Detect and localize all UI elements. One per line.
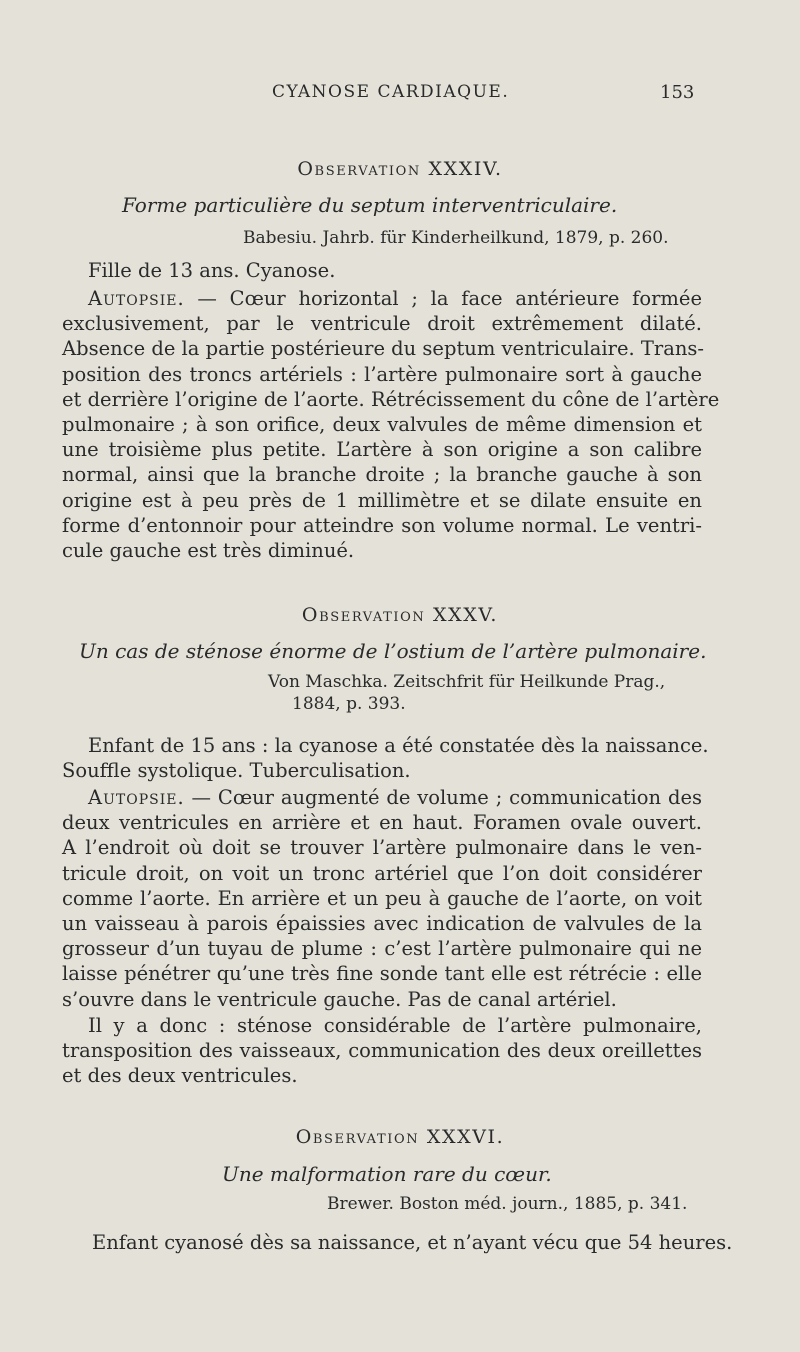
- text-line: deux ventricules en arrière et en haut. Foramen ovale ouvert.: [62, 811, 702, 835]
- text-line: origine est à peu près de 1 millimètre et se dilate ensuite en: [62, 488, 702, 512]
- text-line: normal, ainsi que la branche droite ; la branche gauche à son: [62, 463, 702, 487]
- running-head: [0, 82, 800, 108]
- text-line: Absence de la partie postérieure du septum ventriculaire. Trans-: [62, 337, 704, 361]
- observation-heading: Observation XXXIV.: [297, 158, 503, 180]
- text-line: comme l’aorte. En arrière et un peu à gauche de l’aorte, on voit: [62, 886, 702, 910]
- text-line: position des troncs artériels : l’artère pulmonaire sort à gauche: [62, 362, 702, 386]
- observation-title: Forme particulière du septum interventriculaire.: [122, 193, 618, 217]
- paragraph: [62, 1230, 733, 1255]
- text-line: exclusivement, par le ventricule droit extrêmement dilaté.: [62, 312, 702, 336]
- text-line: transposition des vaisseaux, communication des deux oreillettes: [62, 1039, 702, 1063]
- text-line-rest: — Cœur augmenté de volume ; communication des: [184, 786, 702, 809]
- paragraph: [62, 286, 720, 563]
- text-line: cule gauche est très diminué.: [62, 538, 355, 562]
- page-number: 153: [660, 82, 695, 103]
- observation-reference: Brewer. Boston méd. journ., 1885, p. 341.: [327, 1194, 688, 1214]
- running-title: CYANOSE CARDIAQUE.: [272, 82, 510, 102]
- text-line: pulmonaire ; à son orifice, deux valvules de même dimension et: [62, 412, 702, 436]
- observation-heading: Observation XXXV.: [301, 604, 499, 626]
- observation-reference: Von Maschka. Zeitschfrit für Heilkunde Prag.,: [268, 672, 666, 692]
- text-line: laisse pénétrer qu’une très fine sonde tant elle est rétrécie : elle: [62, 962, 702, 986]
- text-line: tricule droit, on voit un tronc artériel que l’on doit considérer: [62, 861, 702, 885]
- text-line: Fille de 13 ans. Cyanose.: [88, 259, 336, 282]
- text-line-rest: — Cœur horizontal ; la face antérieure formée: [184, 287, 702, 310]
- observation-heading: Observation XXXVI.: [295, 1126, 505, 1148]
- paragraph: [62, 1013, 702, 1089]
- text-line: [62, 286, 702, 311]
- text-line: [62, 785, 702, 810]
- text-line: A l’endroit où doit se trouver l’artère pulmonaire dans le ven-: [62, 836, 702, 860]
- text-line: Il y a donc : sténose considérable de l’artère pulmonaire,: [88, 1014, 702, 1037]
- text-line: grosseur d’un tuyau de plume : c’est l’artère pulmonaire qui ne: [62, 937, 702, 961]
- autopsie-label: Autopsie.: [88, 287, 185, 310]
- observation-title: Un cas de sténose énorme de l’ostium de l’artère pulmonaire.: [79, 639, 707, 663]
- observation-title: Une malformation rare du cœur.: [222, 1162, 552, 1186]
- text-line: Enfant de 15 ans : la cyanose a été constatée dès la naissance.: [88, 734, 709, 757]
- observation-reference: 1884, p. 393.: [292, 694, 406, 714]
- text-line: Souffle systolique. Tuberculisation.: [62, 759, 411, 783]
- text-line: une troisième plus petite. L’artère à son origine a son calibre: [62, 438, 702, 462]
- text-line: forme d’entonnoir pour atteindre son volume normal. Le ventri-: [62, 513, 702, 537]
- text-line: Enfant cyanosé dès sa naissance, et n’ayant vécu que 54 heures.: [92, 1231, 733, 1254]
- paragraph: [62, 258, 702, 283]
- paragraph: [62, 785, 702, 1012]
- observation-reference: Babesiu. Jahrb. für Kinderheilkund, 1879, p. 260.: [243, 228, 669, 248]
- paragraph: [62, 733, 709, 783]
- text-line: un vaisseau à parois épaissies avec indication de valvules de la: [62, 911, 702, 935]
- text-line: et des deux ventricules.: [62, 1064, 298, 1088]
- text-line: et derrière l’origine de l’aorte. Rétrécissement du cône de l’artère: [62, 387, 720, 411]
- autopsie-label: Autopsie.: [88, 786, 185, 809]
- text-line: s’ouvre dans le ventricule gauche. Pas de canal artériel.: [62, 987, 617, 1011]
